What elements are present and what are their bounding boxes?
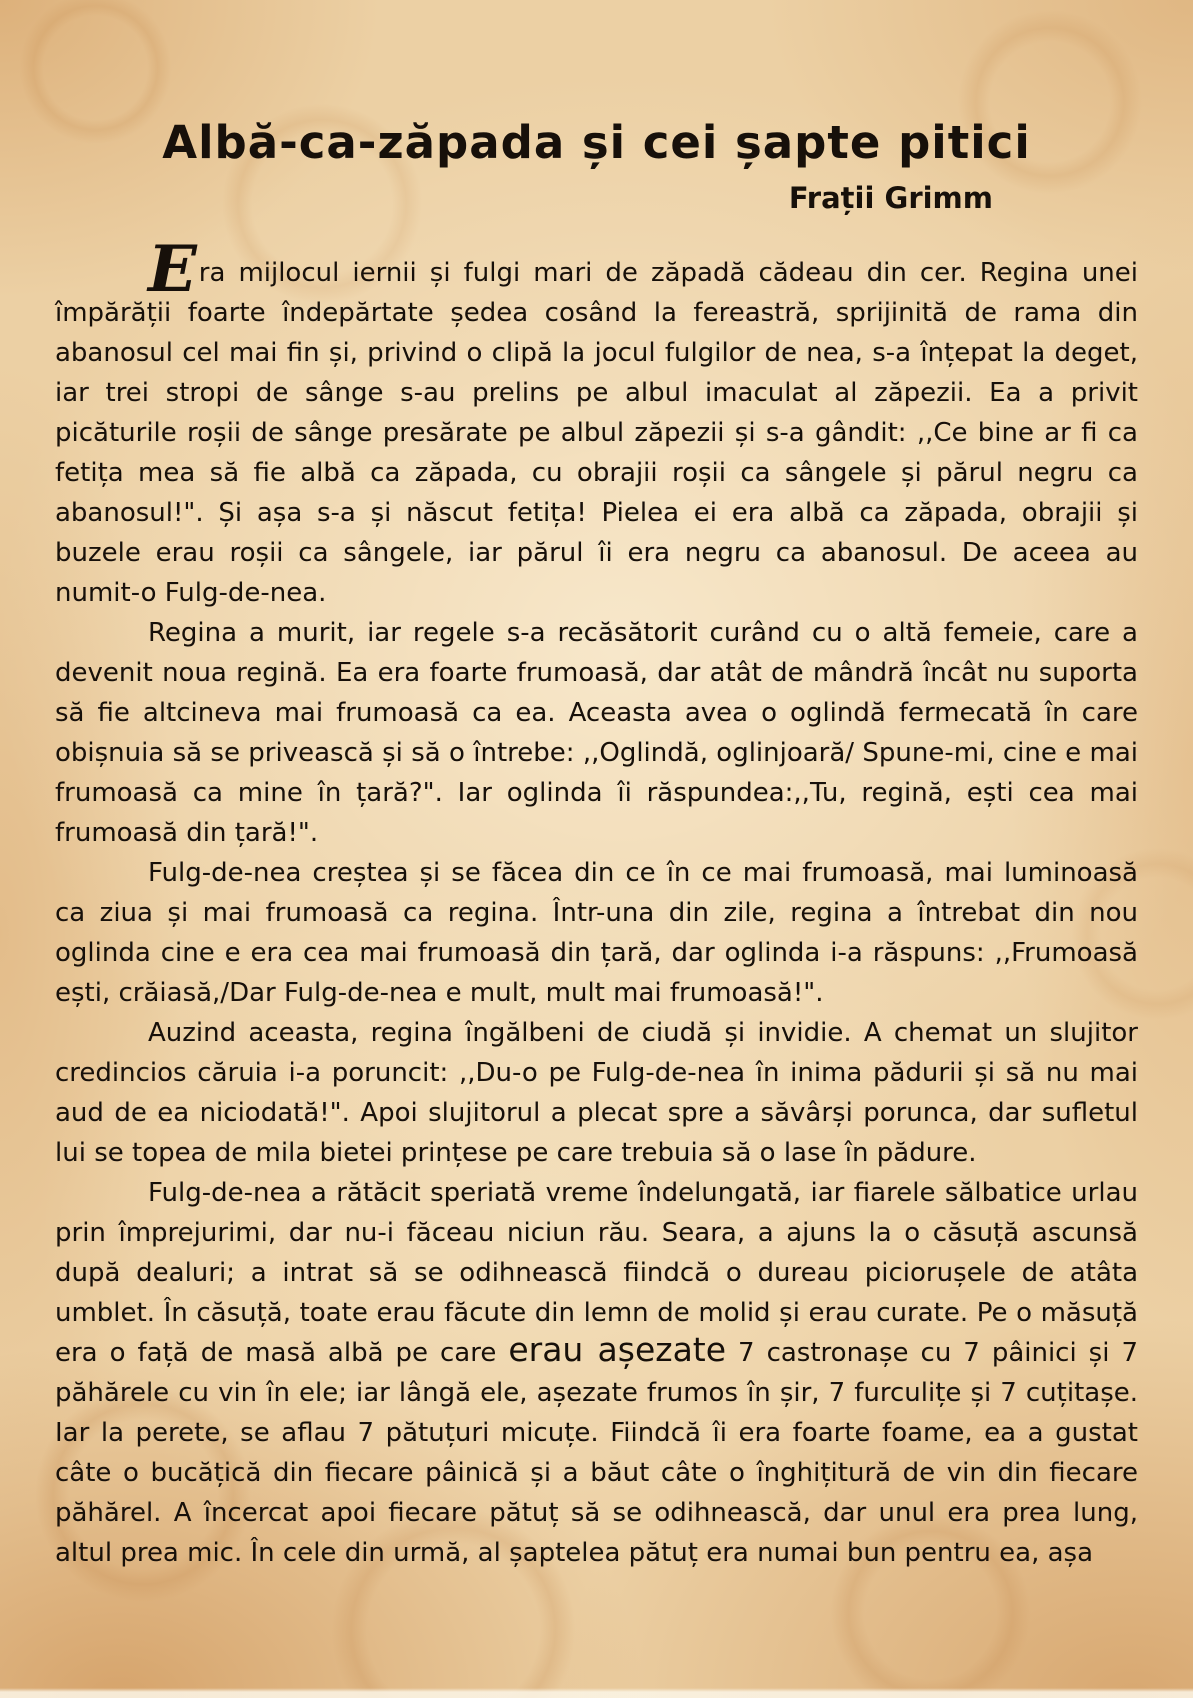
paragraph-text: Fulg-de-nea a rătăcit speriată vreme îndelungată, iar fiarele sălbatice urlau prin împrejurimi, dar nu-i făceau niciun rău. Seara, a ajuns la o căsuță ascunsă după dealuri; a intrat să se odihnească fiindcă o dureau piciorușele de atâta umblet. În căsuță, toate erau făcute din lemn de molid și erau curate. Pe o măsuță era o față de masă albă pe care [55, 1178, 1138, 1368]
paragraph-text: 7 castronașe cu 7 pâinici și 7 păhărele cu vin în ele; iar lângă ele, așezate frumos în șir, 7 furculițe și 7 cuțitașe. Iar la perete, se aflau 7 pătuțuri micuțe. Fiindcă îi era foarte foame, ea a gustat câte o bucățică din fiecare pâinică și a băut câte o înghițitură de vin din fiecare păhărel. A încercat apoi fiecare pătuț să se odihnească, dar unul era prea lung, altul prea mic. În cele din urmă, al șaptelea pătuț era numai bun pentru ea, așa [55, 1338, 1138, 1568]
author-name: Frații Grimm [788, 181, 993, 215]
story-paragraph [55, 232, 1138, 613]
drop-cap-letter: E [148, 232, 195, 307]
page-title: Albă-ca-zăpada și cei șapte pitici [162, 116, 1031, 169]
story-paragraph [55, 1173, 1138, 1573]
story-paragraph: Fulg-de-nea creștea și se făcea din ce în ce mai frumoasă, mai luminoasă ca ziua și mai frumoasă ca regina. Într-una din zile, regina a întrebat din nou oglinda cine e era cea mai frumoasă din țară, dar oglinda i-a răspuns: ,,Frumoasă ești, crăiasă,/Dar Fulg-de-nea e mult, mult mai frumoasă!". [55, 858, 1138, 1008]
paragraph-text: ra mijlocul iernii și fulgi mari de zăpadă cădeau din cer. Regina unei împărății foarte îndepărtate ședea cosând la fereastră, sprijinită de rama din abanosul cel mai fin și, privind o clipă la jocul fulgilor de nea, s-a înțepat la deget, iar trei stropi de sânge s-au prelins pe albul imaculat al zăpezii. Ea a privit picăturile roșii de sânge presărate pe albul zăpezii și s-a gândit: ,,Ce bine ar fi ca fetița mea să fie albă ca zăpada, cu obrajii roșii ca sângele și părul negru ca abanosul!". Și așa s-a și născut fetița! Pielea ei era albă ca zăpada, obrajii și buzele erau roșii ca sângele, iar părul îi era negru ca abanosul. De aceea au numit-o Fulg-de-nea. [55, 258, 1138, 608]
story-paragraph: Regina a murit, iar regele s-a recăsătorit curând cu o altă femeie, care a devenit noua regină. Ea era foarte frumoasă, dar atât de mândră încât nu suporta să fie altcineva mai frumoasă ca ea. Aceasta avea o oglindă fermecată în care obișnuia să se privească și să o întrebe: ,,Oglindă, oglinjoară/ Spune-mi, cine e mai frumoasă ca mine în țară?". Iar oglinda îi răspundea:,,Tu, regină, ești cea mai frumoasă din țară!". [55, 618, 1138, 848]
story-body [55, 232, 1138, 1573]
emphasized-phrase: erau așezate [508, 1330, 727, 1369]
story-paragraph: Auzind aceasta, regina îngălbeni de ciudă și invidie. A chemat un slujitor credincios căruia i-a poruncit: ,,Du-o pe Fulg-de-nea în inima pădurii și să nu mai aud de ea niciodată!". Apoi slujitorul a plecat spre a săvârși porunca, dar sufletul lui se topea de mila bietei prințese pe care trebuia să o lase în pădure. [55, 1018, 1138, 1168]
